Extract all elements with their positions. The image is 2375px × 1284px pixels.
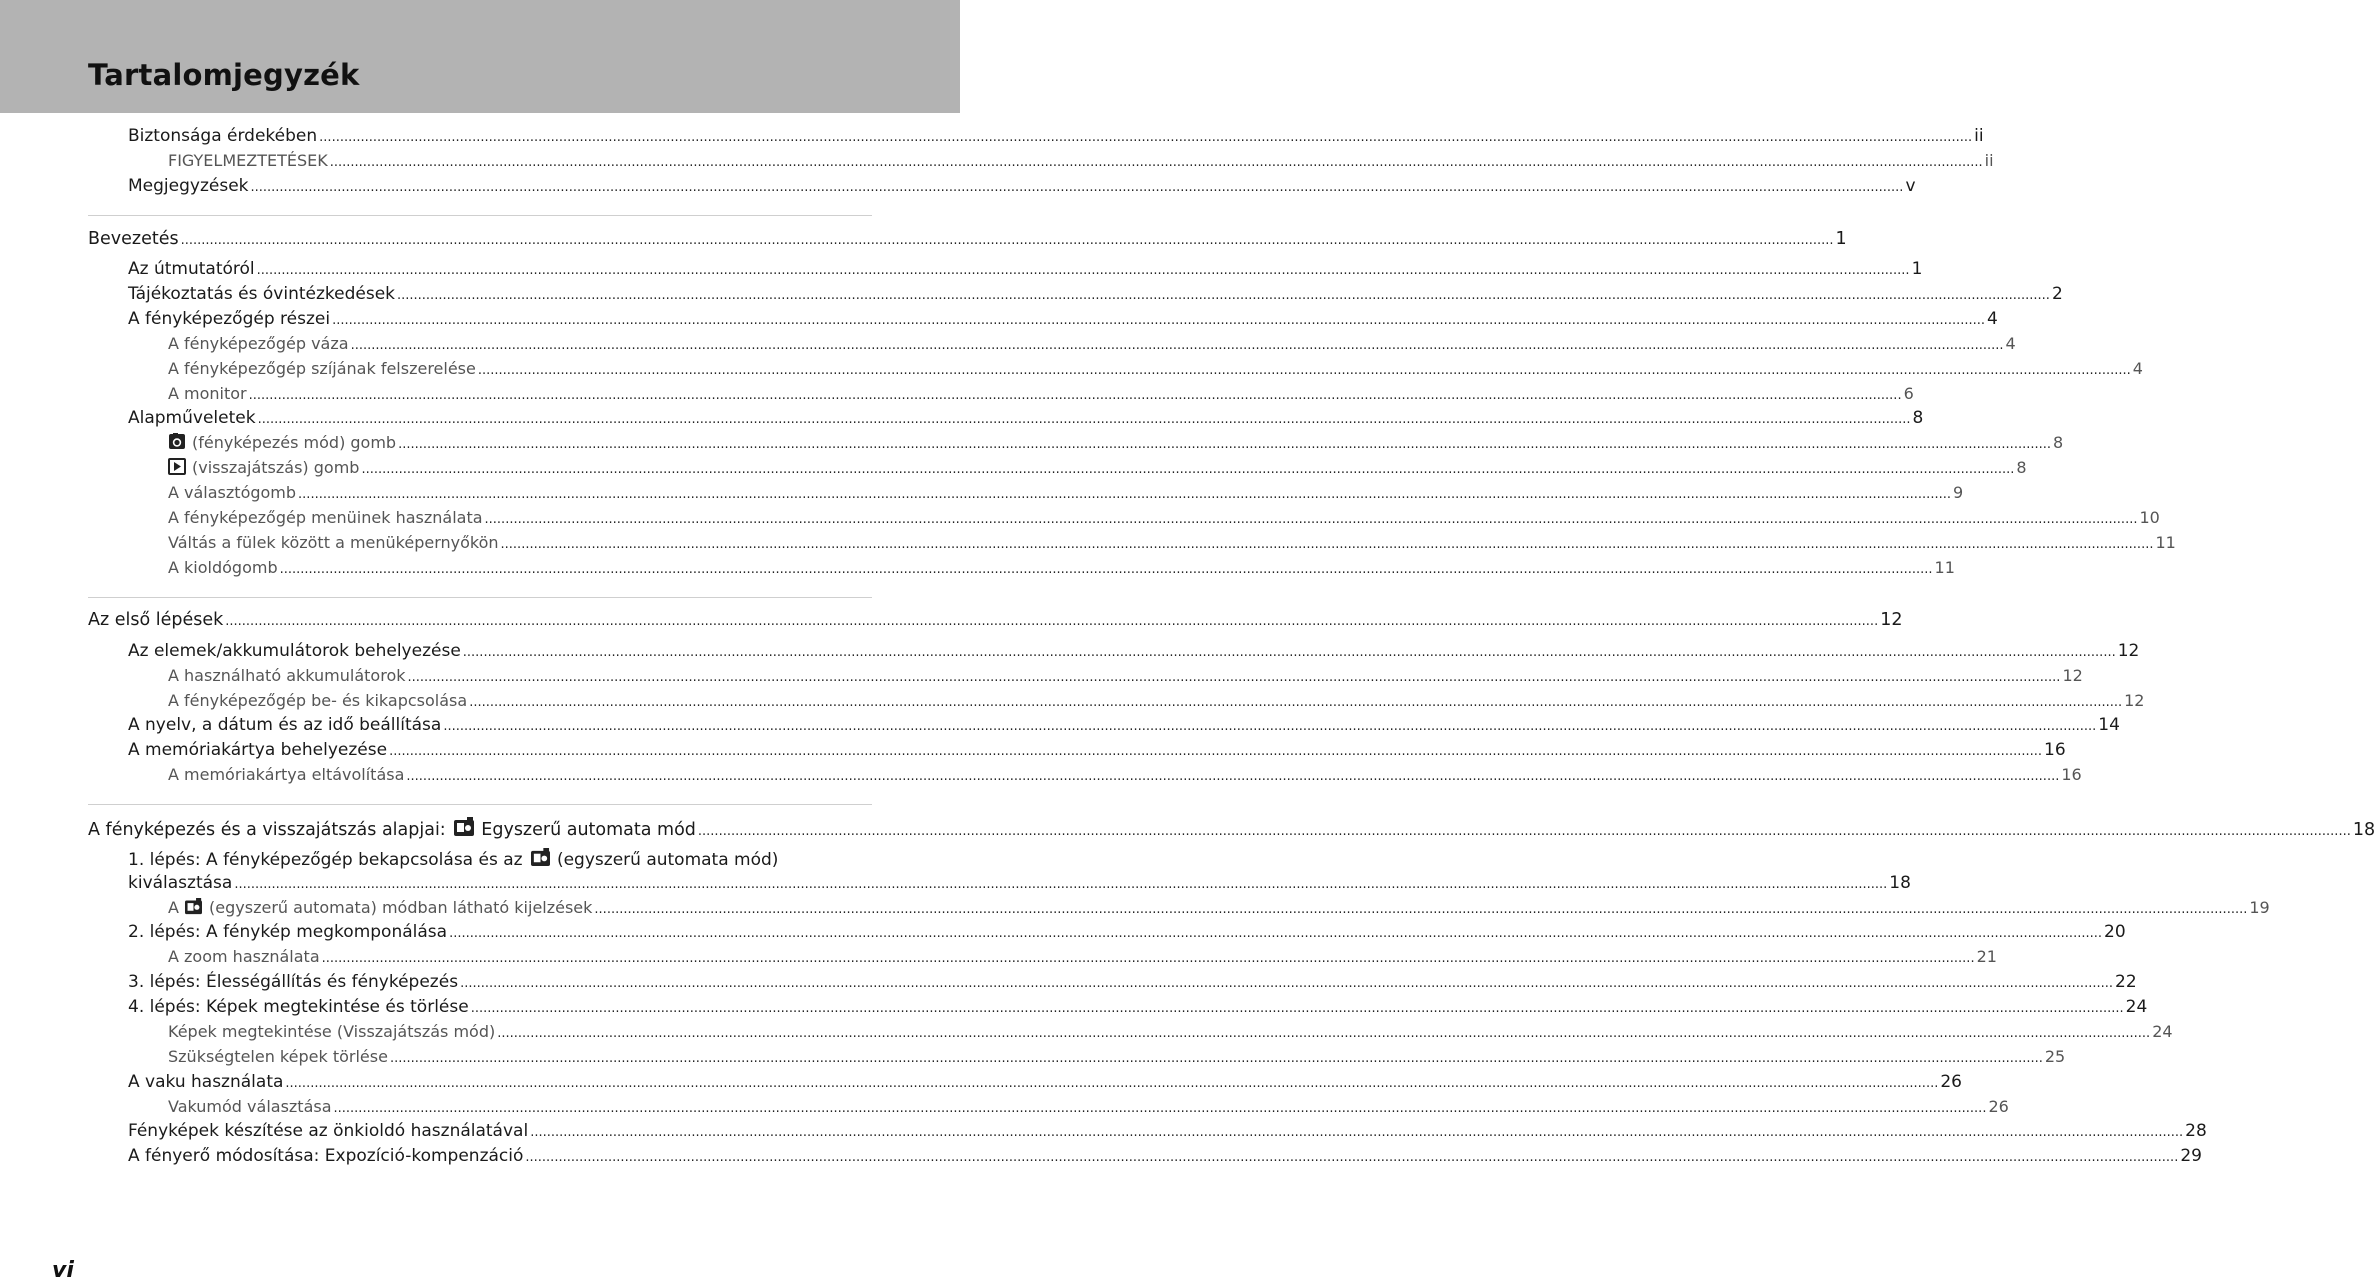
leader-dots: ................................................................................................................................................................................................................................................................................................................................................................................................................ (497, 1026, 2151, 1041)
camera-icon (168, 433, 186, 454)
leader-dots: ................................................................................................................................................................................................................................................................................................................................................................................................................ (350, 338, 2004, 353)
section-divider (88, 804, 872, 805)
toc-entry-label: Egyszerű automata mód (481, 820, 696, 840)
toc-entry-label-prefix: A (168, 898, 179, 917)
toc-entry-page: 11 (1934, 558, 1955, 577)
toc-entry-label: (visszajátszás) gomb (192, 458, 360, 477)
toc-entry[interactable] (168, 359, 2143, 378)
easy-auto-icon (453, 817, 475, 842)
toc-entry-page: 28 (2185, 1121, 2207, 1141)
toc-entry[interactable] (168, 384, 1914, 403)
toc-entry-title: A vaku használata (128, 1072, 284, 1092)
toc-entry-title: Az elemek/akkumulátorok behelyezése (128, 641, 461, 661)
toc-entry-title: A memóriakártya behelyezése (128, 740, 388, 760)
play-icon (168, 458, 186, 479)
toc-entry-page: 29 (2180, 1146, 2202, 1166)
leader-dots: ................................................................................................................................................................................................................................................................................................................................................................................................................ (449, 926, 2102, 941)
toc-entry[interactable] (128, 641, 2140, 661)
toc-entry[interactable] (168, 947, 1997, 966)
toc-entry[interactable] (128, 284, 2063, 304)
toc-entry-page: 25 (2044, 1047, 2066, 1066)
toc-entry-title: FIGYELMEZTETÉSEK (168, 151, 328, 170)
toc-entry[interactable] (168, 558, 1955, 577)
toc-entry-title: A fényképezőgép menüinek használata (168, 508, 483, 527)
leader-dots: ................................................................................................................................................................................................................................................................................................................................................................................................................ (329, 155, 1983, 170)
toc-entry-page: 14 (2098, 715, 2120, 735)
page-number: vi (52, 1258, 74, 1283)
toc-entry-page: 4 (1987, 309, 1998, 329)
toc-entry-title: A fényképezőgép szíjának felszerelése (168, 359, 476, 378)
toc-entry-page: 18 (1889, 873, 1911, 893)
toc-entry[interactable] (128, 309, 1998, 329)
toc-entry-page: 4 (2005, 334, 2016, 353)
toc-entry-page: 22 (2115, 972, 2137, 992)
leader-dots: ................................................................................................................................................................................................................................................................................................................................................................................................................ (333, 1101, 1987, 1116)
toc-entry-page: 8 (2016, 458, 2027, 477)
toc-entry-page: v (1905, 176, 1916, 196)
leader-dots: ................................................................................................................................................................................................................................................................................................................................................................................................................ (398, 437, 2052, 452)
toc-chapter[interactable] (88, 610, 1903, 630)
leader-dots: ................................................................................................................................................................................................................................................................................................................................................................................................................ (406, 769, 2060, 784)
toc-entry-label: (egyszerű automata) módban látható kijelzések (209, 898, 593, 917)
toc-entry-page: 8 (2053, 433, 2064, 452)
toc-entry[interactable] (168, 666, 2083, 685)
toc-entry-page: 20 (2104, 922, 2126, 942)
toc-entry-title: A kioldógomb (168, 558, 278, 577)
leader-dots: ................................................................................................................................................................................................................................................................................................................................................................................................................ (484, 512, 2138, 527)
toc-entry-page: 1 (1911, 259, 1923, 279)
leader-dots: ................................................................................................................................................................................................................................................................................................................................................................................................................ (397, 288, 2050, 303)
leader-dots: ................................................................................................................................................................................................................................................................................................................................................................................................................ (279, 562, 1933, 577)
toc-entry[interactable] (128, 972, 2137, 992)
toc-entry[interactable] (168, 691, 2145, 710)
toc-entry[interactable] (168, 458, 2027, 479)
toc-entry[interactable] (128, 1072, 1962, 1092)
leader-dots: ................................................................................................................................................................................................................................................................................................................................................................................................................ (248, 388, 1902, 403)
toc-entry-label-prefix: A fényképezés és a visszajátszás alapjai: (88, 820, 446, 840)
leader-dots: ................................................................................................................................................................................................................................................................................................................................................................................................................ (250, 180, 1904, 195)
toc-entry-page: 1 (1835, 229, 1847, 249)
leader-dots: ................................................................................................................................................................................................................................................................................................................................................................................................................ (389, 744, 2043, 759)
toc-chapter[interactable] (88, 229, 1847, 249)
toc-entry-title: A fényképezőgép részei (128, 309, 331, 329)
toc-entry-title: Az első lépések (88, 610, 224, 630)
toc-entry-page: 12 (2117, 641, 2140, 661)
toc-entry[interactable] (128, 126, 1984, 146)
toc-entry-page: 2 (2051, 284, 2063, 304)
toc-entry-first-line[interactable] (128, 848, 778, 872)
toc-entry-page: 18 (2352, 820, 2375, 840)
toc-entry[interactable] (168, 151, 1994, 170)
toc-entry-title: kiválasztása (128, 873, 233, 893)
easy-auto-icon (184, 898, 203, 919)
toc-entry[interactable] (168, 765, 2082, 784)
toc-entry-page: 26 (1988, 1097, 2009, 1116)
leader-dots: ................................................................................................................................................................................................................................................................................................................................................................................................................ (285, 1076, 1939, 1091)
toc-entry-page: 12 (2062, 666, 2083, 685)
leader-dots: ................................................................................................................................................................................................................................................................................................................................................................................................................ (256, 263, 1910, 278)
leader-dots: ................................................................................................................................................................................................................................................................................................................................................................................................................ (321, 951, 1975, 966)
toc-entry-page: 24 (2152, 1022, 2173, 1041)
toc-entry[interactable] (168, 1097, 2009, 1116)
toc-chapter[interactable] (88, 817, 2375, 842)
toc-entry-title: Bevezetés (88, 229, 179, 249)
toc-entry-page: ii (1984, 151, 1994, 170)
toc-entry[interactable] (128, 715, 2120, 735)
toc-entry-title: A használható akkumulátorok (168, 666, 406, 685)
toc-entry-title: 4. lépés: Képek megtekintése és törlése (128, 997, 469, 1017)
toc-entry[interactable] (128, 1121, 2207, 1141)
toc-entry[interactable] (168, 433, 2064, 454)
toc-entry-page: 4 (2132, 359, 2143, 378)
leader-dots: ................................................................................................................................................................................................................................................................................................................................................................................................................ (460, 976, 2113, 991)
leader-dots: ................................................................................................................................................................................................................................................................................................................................................................................................................ (298, 487, 1951, 502)
toc-entry-title: Az útmutatóról (128, 259, 255, 279)
leader-dots: ................................................................................................................................................................................................................................................................................................................................................................................................................ (477, 363, 2131, 378)
toc-entry[interactable] (128, 408, 1924, 428)
toc-entry-title: Fényképek készítése az önkioldó használatával (128, 1121, 529, 1141)
toc-entry-title: Váltás a fülek között a menüképernyőkön (168, 533, 499, 552)
toc-entry[interactable] (128, 740, 2066, 760)
leader-dots: ................................................................................................................................................................................................................................................................................................................................................................................................................ (332, 313, 1986, 328)
page-title: Tartalomjegyzék (88, 58, 360, 92)
toc-entry[interactable] (168, 334, 2016, 353)
toc-entry[interactable] (168, 1022, 2173, 1041)
toc-entry-page: 16 (2061, 765, 2082, 784)
toc-entry-title: A fényerő módosítása: Expozíció-kompenzáció (128, 1146, 524, 1166)
leader-dots: ................................................................................................................................................................................................................................................................................................................................................................................................................ (500, 537, 2154, 552)
toc-entry-page: 26 (1940, 1072, 1962, 1092)
toc-entry-title: Megjegyzések (128, 176, 249, 196)
leader-dots: ................................................................................................................................................................................................................................................................................................................................................................................................................ (407, 670, 2061, 685)
toc-entry[interactable] (168, 898, 2270, 919)
toc-entry-page: 12 (1880, 610, 1903, 630)
toc-entry-title: Képek megtekintése (Visszajátszás mód) (168, 1022, 496, 1041)
toc-entry-page: 24 (2125, 997, 2148, 1017)
toc-entry-title: A zoom használata (168, 947, 320, 966)
toc-entry-page: 12 (2124, 691, 2145, 710)
toc-entry-title: Biztonsága érdekében (128, 126, 318, 146)
toc-entry-page: 6 (1903, 384, 1914, 403)
toc-entry-label: (fényképezés mód) gomb (192, 433, 397, 452)
toc-entry[interactable] (128, 259, 1923, 279)
easy-auto-icon (530, 848, 551, 872)
toc-entry-title (168, 458, 359, 479)
leader-dots: ................................................................................................................................................................................................................................................................................................................................................................................................................ (530, 1125, 2184, 1140)
leader-dots: ................................................................................................................................................................................................................................................................................................................................................................................................................ (361, 462, 2015, 477)
toc-entry-title (168, 433, 396, 454)
leader-dots: ................................................................................................................................................................................................................................................................................................................................................................................................................ (697, 824, 2351, 839)
toc-entry-title (88, 817, 696, 842)
toc-entry[interactable] (168, 1047, 2066, 1066)
leader-dots: ................................................................................................................................................................................................................................................................................................................................................................................................................ (462, 645, 2116, 660)
toc-entry[interactable] (128, 176, 1916, 196)
leader-dots: ................................................................................................................................................................................................................................................................................................................................................................................................................ (470, 1001, 2124, 1016)
toc-entry-page: 8 (1912, 408, 1924, 428)
section-divider (88, 597, 872, 598)
toc-entry[interactable] (128, 922, 2126, 942)
leader-dots: ................................................................................................................................................................................................................................................................................................................................................................................................................ (525, 1150, 2179, 1165)
toc-entry[interactable] (128, 997, 2148, 1017)
leader-dots: ................................................................................................................................................................................................................................................................................................................................................................................................................ (225, 614, 1879, 629)
toc-entry[interactable] (128, 873, 1911, 893)
toc-entry-title: A memóriakártya eltávolítása (168, 765, 405, 784)
toc-entry-title: A monitor (168, 384, 247, 403)
toc-entry-page: 9 (1952, 483, 1964, 502)
toc-entry-title: 3. lépés: Élességállítás és fényképezés (128, 972, 459, 992)
leader-dots: ................................................................................................................................................................................................................................................................................................................................................................................................................ (234, 877, 1888, 892)
toc-entry-page: 21 (1976, 947, 1997, 966)
leader-dots: ................................................................................................................................................................................................................................................................................................................................................................................................................ (389, 1051, 2043, 1066)
leader-dots: ................................................................................................................................................................................................................................................................................................................................................................................................................ (594, 902, 2248, 917)
toc-entry-label-prefix: 1. lépés: A fényképezőgép bekapcsolása és az (128, 850, 523, 870)
toc-entry[interactable] (168, 508, 2160, 527)
toc-entry-title: A fényképezőgép be- és kikapcsolása (168, 691, 468, 710)
toc-entry-page: 11 (2155, 533, 2176, 552)
toc-entry-page: 10 (2139, 508, 2160, 527)
toc-entry-title (168, 898, 592, 919)
toc-entry-title: A választógomb (168, 483, 297, 502)
toc-entry-title: Vakumód választása (168, 1097, 332, 1116)
toc-entry-title: A fényképezőgép váza (168, 334, 349, 353)
leader-dots: ................................................................................................................................................................................................................................................................................................................................................................................................................ (319, 130, 1973, 145)
toc-entry[interactable] (128, 1146, 2202, 1166)
toc-entry[interactable] (168, 483, 1964, 502)
leader-dots: ................................................................................................................................................................................................................................................................................................................................................................................................................ (257, 412, 1911, 427)
toc-entry-page: 16 (2044, 740, 2066, 760)
toc-entry-title: A nyelv, a dátum és az idő beállítása (128, 715, 442, 735)
leader-dots: ................................................................................................................................................................................................................................................................................................................................................................................................................ (469, 695, 2123, 710)
toc-entry-title: Tájékoztatás és óvintézkedések (128, 284, 395, 304)
section-divider (88, 215, 872, 216)
toc-entry-title: 2. lépés: A fénykép megkomponálása (128, 922, 448, 942)
toc-entry-title: Alapműveletek (128, 408, 256, 428)
leader-dots: ................................................................................................................................................................................................................................................................................................................................................................................................................ (180, 233, 1834, 248)
toc-entry-page: ii (1974, 126, 1984, 146)
toc-entry-label-suffix: (egyszerű automata mód) (556, 850, 779, 870)
leader-dots: ................................................................................................................................................................................................................................................................................................................................................................................................................ (443, 719, 2097, 734)
toc-entry-page: 19 (2249, 898, 2270, 917)
toc-entry[interactable] (168, 533, 2176, 552)
toc-entry-title: Szükségtelen képek törlése (168, 1047, 388, 1066)
